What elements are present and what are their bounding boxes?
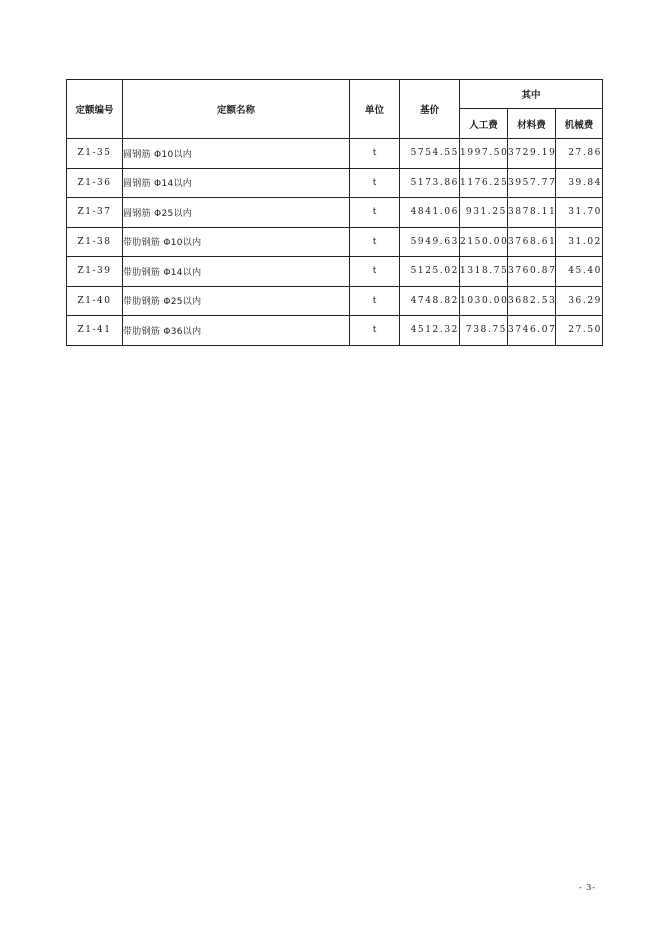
cell-code: Z1-35 <box>67 139 123 169</box>
cell-machine: 27.50 <box>556 316 603 346</box>
cell-name: 带肋钢筋 Φ25以内 <box>123 286 350 316</box>
cell-machine: 27.86 <box>556 139 603 169</box>
header-unit: 单位 <box>350 80 400 139</box>
header-row-top <box>67 80 603 109</box>
table-row <box>67 227 603 257</box>
cell-labor: 2150.00 <box>460 227 508 257</box>
cell-material: 3682.53 <box>508 286 556 316</box>
cell-machine: 31.02 <box>556 227 603 257</box>
cell-machine: 39.84 <box>556 168 603 198</box>
cell-machine: 45.40 <box>556 257 603 287</box>
cell-base-price: 5949.63 <box>400 227 460 257</box>
cell-labor: 1030.00 <box>460 286 508 316</box>
cell-base-price: 4841.06 <box>400 198 460 228</box>
header-group: 其中 <box>460 80 603 109</box>
cell-labor: 738.75 <box>460 316 508 346</box>
cell-machine: 36.29 <box>556 286 603 316</box>
cell-machine: 31.70 <box>556 198 603 228</box>
table-row <box>67 198 603 228</box>
cell-name: 带肋钢筋 Φ36以内 <box>123 316 350 346</box>
cell-unit: t <box>350 286 400 316</box>
cell-unit: t <box>350 198 400 228</box>
cell-code: Z1-40 <box>67 286 123 316</box>
cell-base-price: 5173.86 <box>400 168 460 198</box>
table-row <box>67 257 603 287</box>
cell-labor: 1176.25 <box>460 168 508 198</box>
cell-unit: t <box>350 316 400 346</box>
table-row <box>67 286 603 316</box>
header-machine: 机械费 <box>556 109 603 139</box>
cell-material: 3729.19 <box>508 139 556 169</box>
cell-name: 带肋钢筋 Φ14以内 <box>123 257 350 287</box>
cell-code: Z1-38 <box>67 227 123 257</box>
cell-name: 圆钢筋 Φ25以内 <box>123 198 350 228</box>
cell-unit: t <box>350 168 400 198</box>
cell-material: 3760.87 <box>508 257 556 287</box>
cell-material: 3768.61 <box>508 227 556 257</box>
cell-material: 3878.11 <box>508 198 556 228</box>
cell-code: Z1-41 <box>67 316 123 346</box>
cell-labor: 1997.50 <box>460 139 508 169</box>
header-material: 材料费 <box>508 109 556 139</box>
cell-code: Z1-39 <box>67 257 123 287</box>
quota-table <box>66 79 603 346</box>
cell-base-price: 5125.02 <box>400 257 460 287</box>
header-name: 定额名称 <box>123 80 350 139</box>
cell-labor: 1318.75 <box>460 257 508 287</box>
cell-code: Z1-36 <box>67 168 123 198</box>
cell-unit: t <box>350 227 400 257</box>
cell-labor: 931.25 <box>460 198 508 228</box>
cell-material: 3746.07 <box>508 316 556 346</box>
cell-name: 圆钢筋 Φ14以内 <box>123 168 350 198</box>
cell-material: 3957.77 <box>508 168 556 198</box>
cell-unit: t <box>350 257 400 287</box>
cell-base-price: 4512.32 <box>400 316 460 346</box>
cell-code: Z1-37 <box>67 198 123 228</box>
cell-unit: t <box>350 139 400 169</box>
header-base-price: 基价 <box>400 80 460 139</box>
table-row <box>67 316 603 346</box>
cell-name: 圆钢筋 Φ10以内 <box>123 139 350 169</box>
table-row <box>67 139 603 169</box>
cell-base-price: 5754.55 <box>400 139 460 169</box>
cell-name: 带肋钢筋 Φ10以内 <box>123 227 350 257</box>
cell-base-price: 4748.82 <box>400 286 460 316</box>
header-labor: 人工费 <box>460 109 508 139</box>
header-code: 定额编号 <box>67 80 123 139</box>
table-row <box>67 168 603 198</box>
page-number: - 3- <box>578 883 596 892</box>
